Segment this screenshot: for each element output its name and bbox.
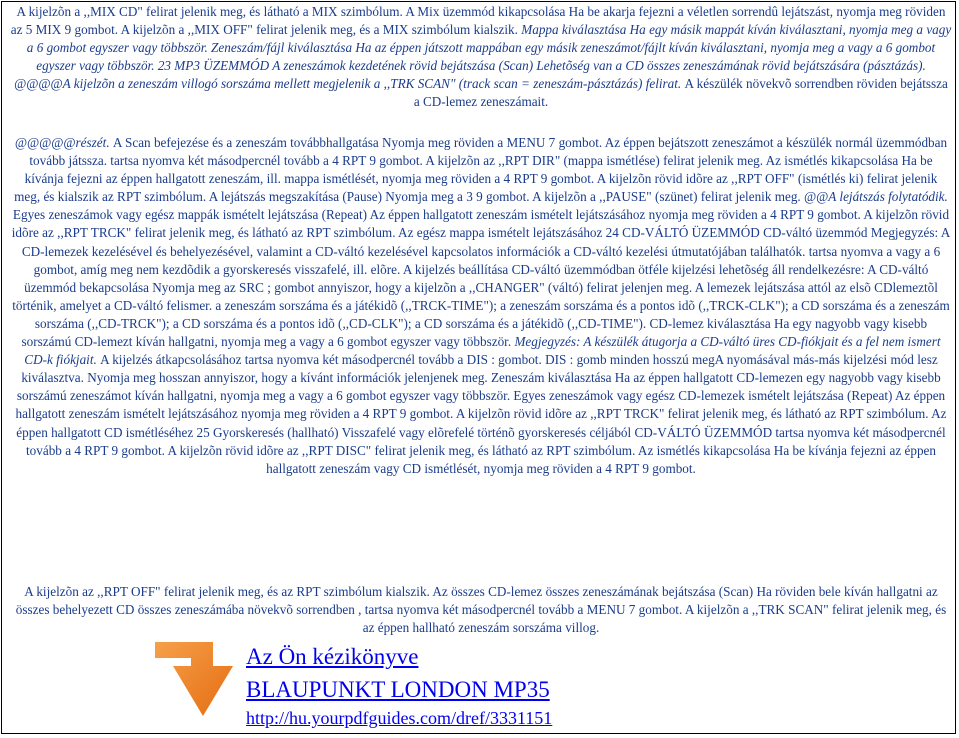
- arrow-logo-icon: [151, 636, 239, 720]
- text-block-2: [10, 134, 952, 478]
- text-run: A kijelzõn a ,,MIX CD" felirat jelenik meg, és látható a MIX szimbólum. A Mix üzemmód kikapcsolása Ha be akarja fejezni a véletlen sorrendû lejátszást, nyomja meg röviden az 5 MIX 9 gombot. A kijelzõn a ,,MIX OFF" felirat jelenik meg, és a MIX szimbólum kialszik.: [10, 4, 946, 38]
- text-run-italic: Mappa kiválasztása Ha egy másik mappát kíván kiválasztani, nyomja meg a vagy a 6 gombot egyszer vagy többször. Zeneszám/fájl kiválasztása Ha az éppen játszott mappában egy másik zeneszámot/fájlt kíván kiválasztani, nyomja meg a vagy a 6 gombot egyszer vagy többször. 23 MP3 ÜZEMMÓD A zeneszámok kezdetének rövid bejátszása (Scan) Lehetõség van a CD összes zeneszámának rövid bejátszására (pásztázás). @@@@A kijelzõn a zeneszám villogó sorszáma mellett megjelenik a ,,TRK SCAN" (track scan = zeneszám-pásztázás) felirat.: [14, 22, 952, 92]
- document-page: [1, 1, 956, 734]
- text-run-italic: @@A lejátszás folytatódik.: [804, 189, 948, 205]
- paragraph: A kijelzõn az ,,RPT OFF" felirat jelenik meg, és az RPT szimbólum kialszik. Az összes CD-lemez összes zeneszámának bejátszása (Scan) Ha röviden bele kíván hallgatni az összes behelyezett CD összes zeneszámába növekvõ sorrendben , tartsa nyomva két másodpercnél tovább a MENU 7 gombot. A kijelzõn a ,,TRK SCAN" felirat jelenik meg, és az éppen hallható zeneszám sorszáma villog.: [15, 584, 947, 636]
- text-run: A kijelzés átkapcsolásához tartsa nyomva két másodpercnél tovább a DIS : gombot. DIS : gomb minden hosszú megA nyomásával más-más kijelzési mód lesz kiválasztva. Nyomja meg hosszan annyiszor, hogy a kívánt információk jelenjenek meg. Zeneszám kiválasztása Ha az éppen hallgatott CD-lemezen egy nagyobb vagy kisebb sorszámú zeneszámot kíván hallgatni, nyomja meg a vagy a 6 gombot egyszer vagy többször. Egyes zeneszámok vagy egész CD-lemezek ismételt lejátszása (Repeat) Az éppen hallgatott zeneszám ismételt lejátszásához nyomja meg röviden a 4 RPT 9 gombot. A kijelzõn rövid idõre az ,,RPT TRCK" felirat jelenik meg, és látható az RPT szimbólum. Az éppen hallgatott CD ismétléséhez 25 Gyorskeresés (hallható) Visszafelé vagy elõrefelé történõ gyorskeresés céljából CD-VÁLTÓ ÜZEMMÓD tartsa nyomva két másodpercnél tovább a 4 RPT 9 gombot. A kijelzõn rövid idõre az ,,RPT DISC" felirat jelenik meg, és látható az RPT szimbólum. Az ismétlés kikapcsolása Ha be kívánja fejezni az éppen hallgatott zeneszám vagy CD ismétlését, nyomja meg röviden a 4 RPT 9 gombot.: [15, 352, 947, 476]
- text-block-3: [10, 583, 952, 637]
- manual-link[interactable]: Az Ön kézikönyve: [246, 644, 419, 669]
- text-run: Egyes zeneszámok vagy egész mappák ismételt lejátszása (Repeat) Az éppen hallgatott zeneszám ismételt lejátszásához nyomja meg röviden a 4 RPT 9 gombot. A kijelzõn rövid idõre az ,,RPT TRCK" felirat jelenik meg, és látható az RPT szimbólum. Az egész mappa ismételt lejátszásához 24 CD-VÁLTÓ ÜZEMMÓD CD-váltó üzemmód Megjegyzés: A CD-lemezek kezelésével és behelyezésével, valamint a CD-váltó kezelésével kapcsolatos információk a CD-váltó kezelési útmutatójában találhatók. tartsa nyomva a vagy a 6 gombot, amíg meg nem kezdõdik a gyorskeresés visszafelé, ill. elõre. A kijelzés beállítása CD-váltó üzemmódban ötféle kijelzési lehetõség áll rendelkezésre: A CD-váltó üzemmód bekapcsolása Nyomja meg az SRC ; gombot annyiszor, hogy a kijelzõn a ,,CHANGER" (váltó) felirat jelenjen meg. A lemezek lejátszása attól az elsõ CDlemeztõl történik, amelyet a CD-váltó felismer. a zeneszám sorszáma és a játékidõ (,,TRCK-TIME"); a zeneszám sorszáma és a pontos idõ (,,TRCK-CLK"); a CD sorszáma és a zeneszám sorszáma (,,CD-TRCK"); a CD sorszáma és a pontos idõ (,,CD-CLK"); a CD sorszáma és a játékidõ (,,CD-TIME"). CD-lemez kiválasztása Ha egy nagyobb vagy kisebb sorszámú CD-lemezt kíván hallgatni, nyomja meg a vagy a 6 gombot egyszer vagy többször.: [11, 207, 951, 350]
- text-run: A Scan befejezése és a zeneszám továbbhallgatása Nyomja meg röviden a MENU 7 gombot. Az éppen bejátszott zeneszámot a készülék normál üzemmódban tovább játssza. tartsa nyomva két másodpercnél tovább a 4 RPT 9 gombot. A kijelzõn az ,,RPT DIR" (mappa ismétlése) felirat jelenik meg. Az ismétlés kikapcsolása Ha be kívánja fejezni az éppen hallgatott zeneszám, ill. mappa ismétlését, nyomja meg röviden a 4 RPT 9 gombot. A kijelzõn rövid idõre az ,,RPT OFF" (ismétlés ki) felirat jelenik meg, és kialszik az RPT szimbólum. A lejátszás megszakítása (Pause) Nyomja meg a 3 9 gombot. A kijelzõn a ,,PAUSE" (szünet) felirat jelenik meg.: [14, 135, 948, 205]
- text-run-italic: @@@@@részét.: [14, 135, 113, 150]
- paragraph: [10, 134, 952, 478]
- text-block-1: [10, 3, 952, 112]
- paragraph: [10, 3, 952, 112]
- product-link[interactable]: BLAUPUNKT LONDON MP35: [246, 677, 550, 702]
- text-run-italic: Megjegyzés: A készülék átugorja a CD-váltó üres CD-fiókjait és a fel nem ismert CD-k fiókjait.: [24, 334, 941, 368]
- link-group: [246, 642, 552, 729]
- url-link[interactable]: http://hu.yourpdfguides.com/dref/3331151: [246, 708, 553, 728]
- text-run: A készülék növekvõ sorrendben röviden bejátssza a CD-lemez zeneszámait.: [413, 76, 948, 110]
